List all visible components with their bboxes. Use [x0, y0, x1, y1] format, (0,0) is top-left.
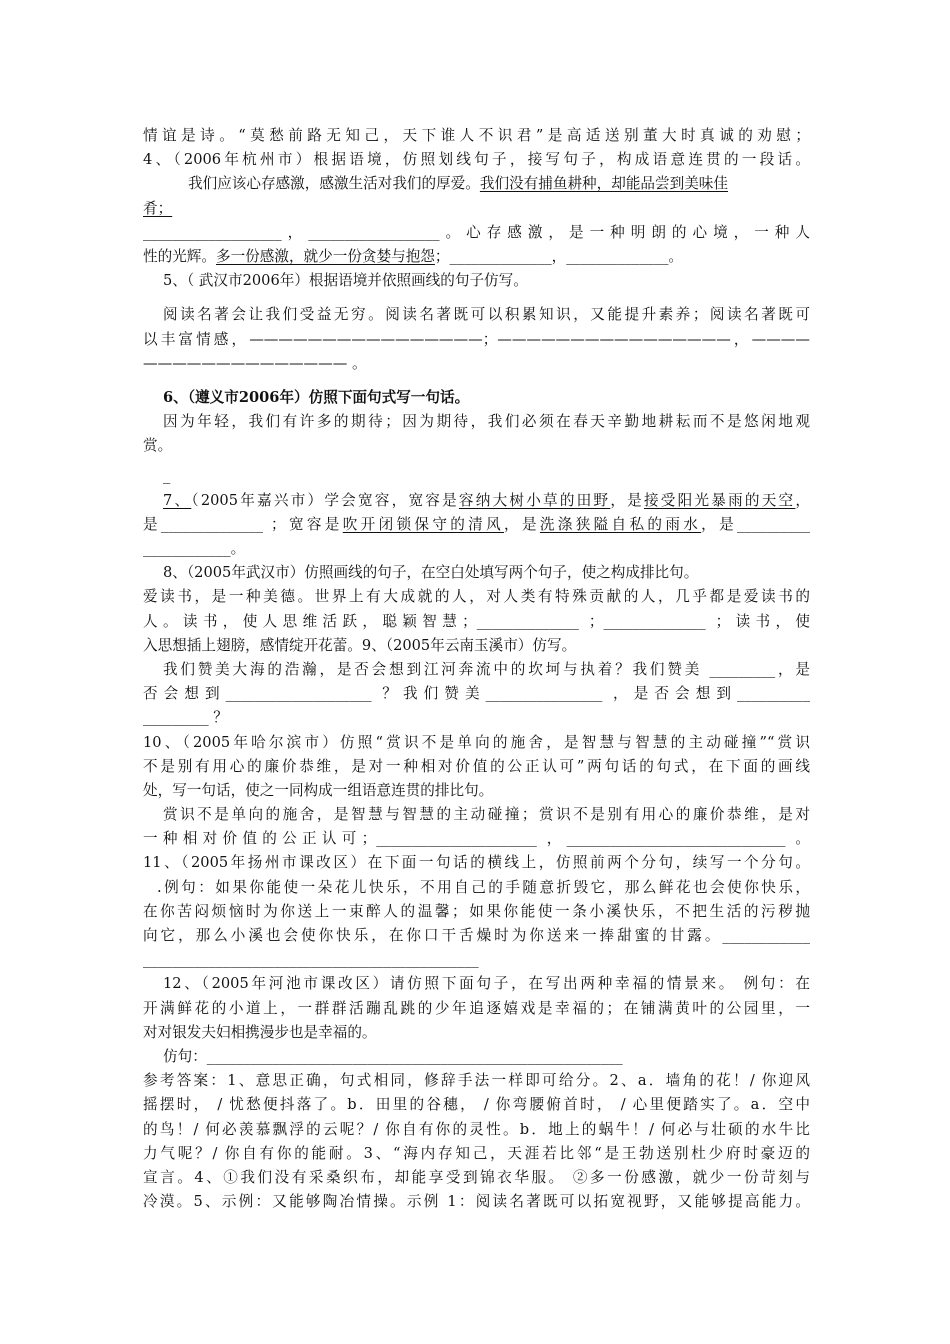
- answer-key-line: 摇摆时， / 忧愁便抖落了。b．田里的谷穗， / 你弯腰俯首时， / 心里便踏实了。a．空中: [143, 1096, 810, 1114]
- answer-key-line: 力气呢？/ 你自有你的能耐。3、“海内存知己，天涯若比邻“是王勃送别杜少府时豪迈的: [143, 1144, 810, 1162]
- question-6-passage-end: 赏。: [143, 437, 173, 455]
- question-11-heading: 11、（2005年扬州市课改区）在下面一句话的横线上，仿照前两个分句，续写一个分句。: [143, 854, 810, 872]
- question-9-passage: 我们赞美大海的浩瀚，是否会想到江河奔流中的坎坷与执着？我们赞美 _________，是: [163, 660, 810, 678]
- question-9-heading: 入思想插上翅膀，感情绽开花蕾。9、（2005年云南玉溪市）仿写。: [143, 636, 577, 654]
- question-11-blank-line: 向它，那么小溪也会使你快乐，在你口干舌燥时为你送来一捧甜蜜的甘露。____________: [143, 927, 810, 944]
- question-5-heading: 5、（ 武汉市2006年）根据语境并依照画线的句子仿写。: [163, 272, 528, 290]
- answer-key-line: 宣言。4、①我们没有采桑织布，却能享受到锦衣华服。 ②多一份感激，就少一份苛刻与: [143, 1168, 810, 1186]
- answer-key-line: 的鸟！/ 何必羡慕飘浮的云呢？/ 你自有你的灵性。b．地上的蜗牛！/ 何必与壮硕的水牛比: [143, 1120, 810, 1138]
- question-10-passage: 赏识不是单向的施舍，是智慧与智慧的主动碰撞；赏识不是别有用心的廉价恭维，是对: [163, 806, 810, 824]
- question-10-heading-end: 处，写一句话，使之一同构成一组语意连贯的排比句。: [143, 781, 494, 799]
- question-11-example: .例句：如果你能使一朵花儿快乐，不用自己的手随意折毁它，那么鲜花也会使你快乐，: [157, 878, 810, 896]
- question-11-blank-end: ______________________________________________: [143, 951, 479, 969]
- question-12-answer-line: 仿句：_________________________________________________________: [163, 1047, 623, 1065]
- question-12-heading: 12、（2005年河池市课改区）请仿照下面句子，在写出两种幸福的情景来。 例句：在: [163, 975, 810, 993]
- question-12-example: 开满鲜花的小道上，一群群活蹦乱跳的少年追逐嬉戏是幸福的；在铺满黄叶的公园里，一: [143, 999, 810, 1017]
- question-4-continuation: 性的光辉。多一份感激，就少一份贪婪与抱怨；______________，______________。: [143, 247, 684, 265]
- question-11-example-cont: 在你苦闷烦恼时为你送上一束醉人的温馨；如果你能使一条小溪快乐，不把生活的污秽抛: [143, 902, 810, 920]
- question-5-passage: 阅读名著会让我们受益无穷。阅读名著既可以积累知识，又能提升素养；阅读名著既可: [163, 306, 810, 324]
- question-10-heading-cont: 不是别有用心的廉价恭维，是对一种相对价值的公正认可”两句话的句式，在下面的画线: [143, 757, 810, 775]
- question-4-heading: 4、（2006年杭州市）根据语境，仿照划线句子，接写句子，构成语意连贯的一段话。: [143, 151, 810, 169]
- question-6-passage: 因为年轻，我们有许多的期待；因为期待，我们必须在春天辛勤地耕耘而不是悠闲地观: [163, 413, 810, 431]
- underlined-phrase: 容纳大树小草的田野: [458, 491, 611, 509]
- underlined-phrase: 洗涤狭隘自私的雨水: [539, 515, 702, 533]
- question-7-heading: 7、（2005年嘉兴市）学会宽容，宽容是容纳大树小草的田野，是接受阳光暴雨的天空，: [163, 491, 810, 509]
- question-7-passage: 是______________ ；宽容是吹开闭锁保守的清风，是洗涤狭隘自私的雨水，是__________: [143, 515, 810, 533]
- question-10-heading: 10、（2005年哈尔滨市）仿照“赏识不是单向的施舍，是智慧与智慧的主动碰撞”“赏识: [143, 733, 810, 751]
- fill-blank-line: ___________________，__________________。心存感激，是一种明朗的心境，一种人: [143, 223, 810, 241]
- question-8-passage: 爱读书，是一种美德。世界上有大成就的人，对人类有特殊贡献的人，几乎都是爱读书的: [143, 588, 810, 606]
- question-6-heading: 6、（遵义市2006年）仿照下面句式写一句话。: [163, 388, 470, 406]
- underlined-sentence-end: 肴；: [143, 199, 173, 217]
- question-8-heading: 8、（2005年武汉市）仿照画线的句子，在空白处填写两个句子，使之构成排比句。: [163, 564, 699, 582]
- question-10-blank-line: 一种相对价值的公正认可；______________________ ，______________________________ 。: [143, 830, 810, 848]
- text-line: 情谊是诗。“莫愁前路无知己，天下谁人不识君”是高适送别董大时真诚的劝慰；: [143, 127, 810, 144]
- underlined-sentence: 我们没有捕鱼耕种，却能品尝到美味佳: [479, 175, 728, 193]
- question-9-blank-end: _________ ？: [143, 709, 228, 727]
- question-12-example-end: 对对银发夫妇相携漫步也是幸福的。: [143, 1023, 377, 1041]
- answer-key-line: 冷漠。5、示例：又能够陶冶情操。示例 1：阅读名著既可以拓宽视野，又能够提高能力。: [143, 1193, 810, 1211]
- underlined-phrase: 吹开闭锁保守的清风: [342, 515, 505, 533]
- document-page: [143, 124, 810, 1214]
- question-7-blank-end: ____________。: [143, 540, 246, 557]
- question-5-blank-line: 以丰富情感，————————————————；————————————————，————: [143, 330, 810, 348]
- underlined-phrase: 接受阳光暴雨的天空: [643, 491, 796, 509]
- underlined-sentence: 多一份感激，就少一份贪婪与抱怨: [215, 247, 435, 265]
- question-5-blank-end: —————————————— 。: [143, 354, 367, 372]
- question-8-blank-line: 人。读书，使人思维活跃，聪颖智慧；______________ ；______________ ；读书，使: [143, 612, 810, 630]
- question-9-blank-line: 否会想到____________________ ？我们赞美________________ ，是否会想到__________: [143, 685, 810, 703]
- question-4-passage: 我们应该心存感激，感激生活对我们的厚爱。我们没有捕鱼耕种，却能品尝到美味佳: [188, 175, 728, 193]
- answer-marker: _: [163, 467, 171, 485]
- answer-key: 参考答案：1、意思正确，句式相同，修辞手法一样即可给分。2、a．墙角的花！/ 你迎风: [143, 1072, 810, 1090]
